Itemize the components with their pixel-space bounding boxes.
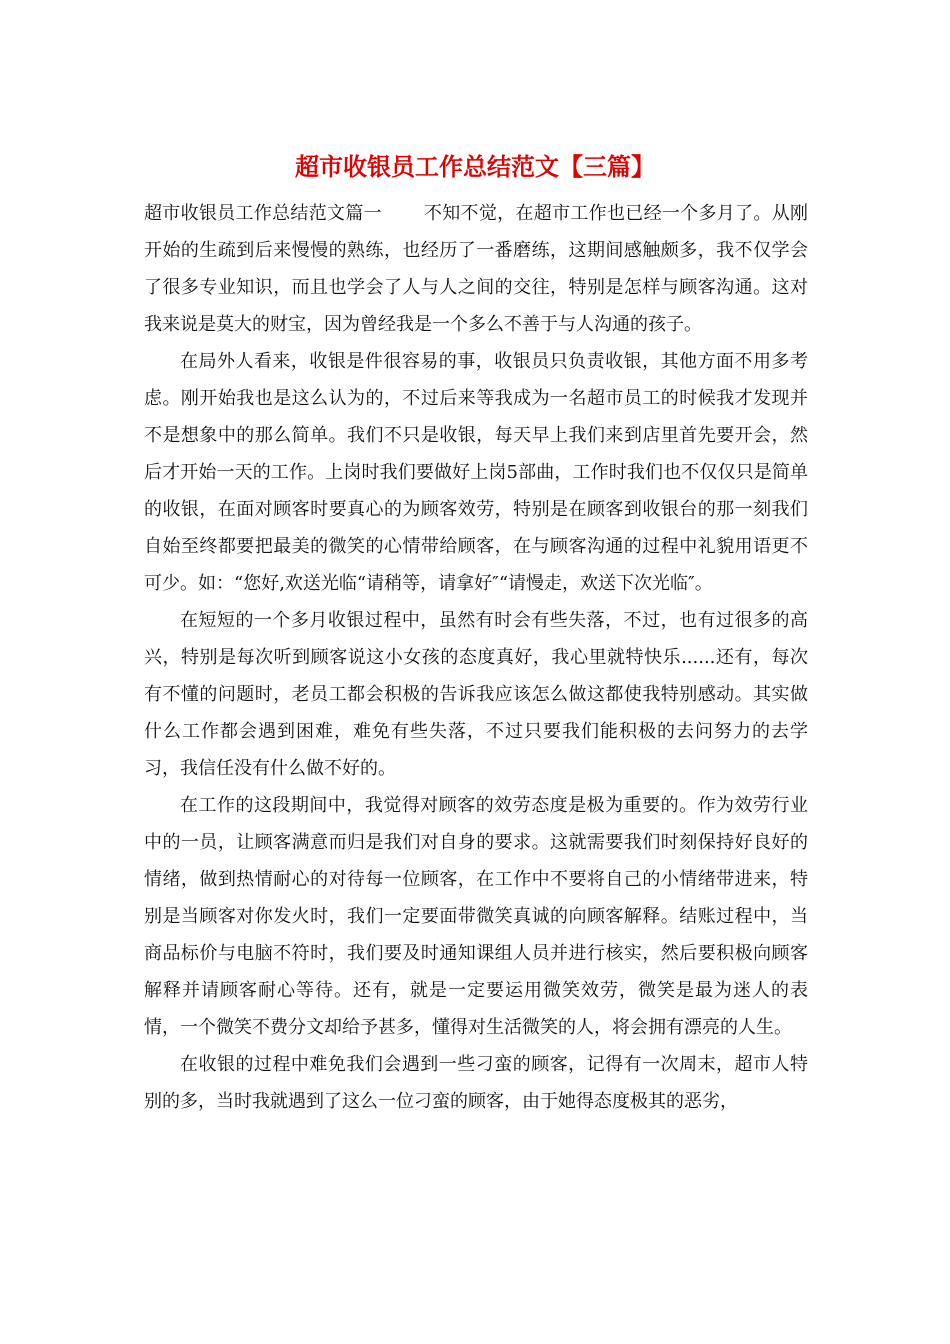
- document-title: 超市收银员工作总结范文【三篇】: [295, 152, 655, 181]
- paragraph-1: [144, 195, 808, 343]
- paragraph-5: 在收银的过程中难免我们会遇到一些刁蛮的顾客，记得有一次周末，超市人特别的多，当时我就遇到了这么一位刁蛮的顾客，由于她得态度极其的恶劣，: [144, 1054, 808, 1112]
- paragraph-4: 在工作的这段期间中，我觉得对顾客的效劳态度是极为重要的。作为效劳行业中的一员，让顾客满意而归是我们对自身的要求。这就需要我们时刻保持好良好的情绪，做到热情耐心的对待每一位顾客，在工作中不要将自己的小情绪带进来，特别是当顾客对你发火时，我们一定要面带微笑真诚的向顾客解释。结账过程中，当商品标价与电脑不符时，我们要及时通知课组人员并进行核实，然后要积极向顾客解释并请顾客耐心等待。还有，就是一定要运用微笑效劳，微笑是最为迷人的表情，一个微笑不费分文却给予甚多，懂得对生活微笑的人，将会拥有漂亮的人生。: [144, 795, 808, 1038]
- paragraph-1-text: 不知不觉，在超市工作也已经一个多月了。从刚开始的生疏到后来慢慢的熟练，也经历了一番磨练，这期间感触颇多，我不仅学会了很多专业知识，而且也学会了人与人之间的交往，特别是怎样与顾客沟通。这对我来说是莫大的财宝，因为曾经我是一个多么不善于与人沟通的孩子。: [144, 203, 809, 335]
- document-body: [144, 195, 808, 1120]
- section-lead: 超市收银员工作总结范文篇一: [144, 203, 382, 224]
- paragraph-2: 在局外人看来，收银是件很容易的事，收银员只负责收银，其他方面不用多考虑。刚开始我也是这么认为的，不过后来等我成为一名超市员工的时候我才发现并不是想象中的那么简单。我们不只是收银，每天早上我们来到店里首先要开会，然后才开始一天的工作。上岗时我们要做好上岗5部曲，工作时我们也不仅仅只是简单的收银，在面对顾客时要真心的为顾客效劳，特别是在顾客到收银台的那一刻我们自始至终都要把最美的微笑的心情带给顾客，在与顾客沟通的过程中礼貌用语更不可少。如：“您好,欢送光临“请稍等，请拿好″“请慢走，欢送下次光临″。: [144, 351, 808, 594]
- paragraph-3: 在短短的一个多月收银过程中，虽然有时会有些失落，不过，也有过很多的高兴，特别是每次听到顾客说这小女孩的态度真好，我心里就特快乐......还有，每次有不懂的问题时，老员工都会积极的告诉我应该怎么做这都使我特别感动。其实做什么工作都会遇到困难，难免有些失落，不过只要我们能积极的去问努力的去学习，我信任没有什么做不好的。: [144, 610, 808, 779]
